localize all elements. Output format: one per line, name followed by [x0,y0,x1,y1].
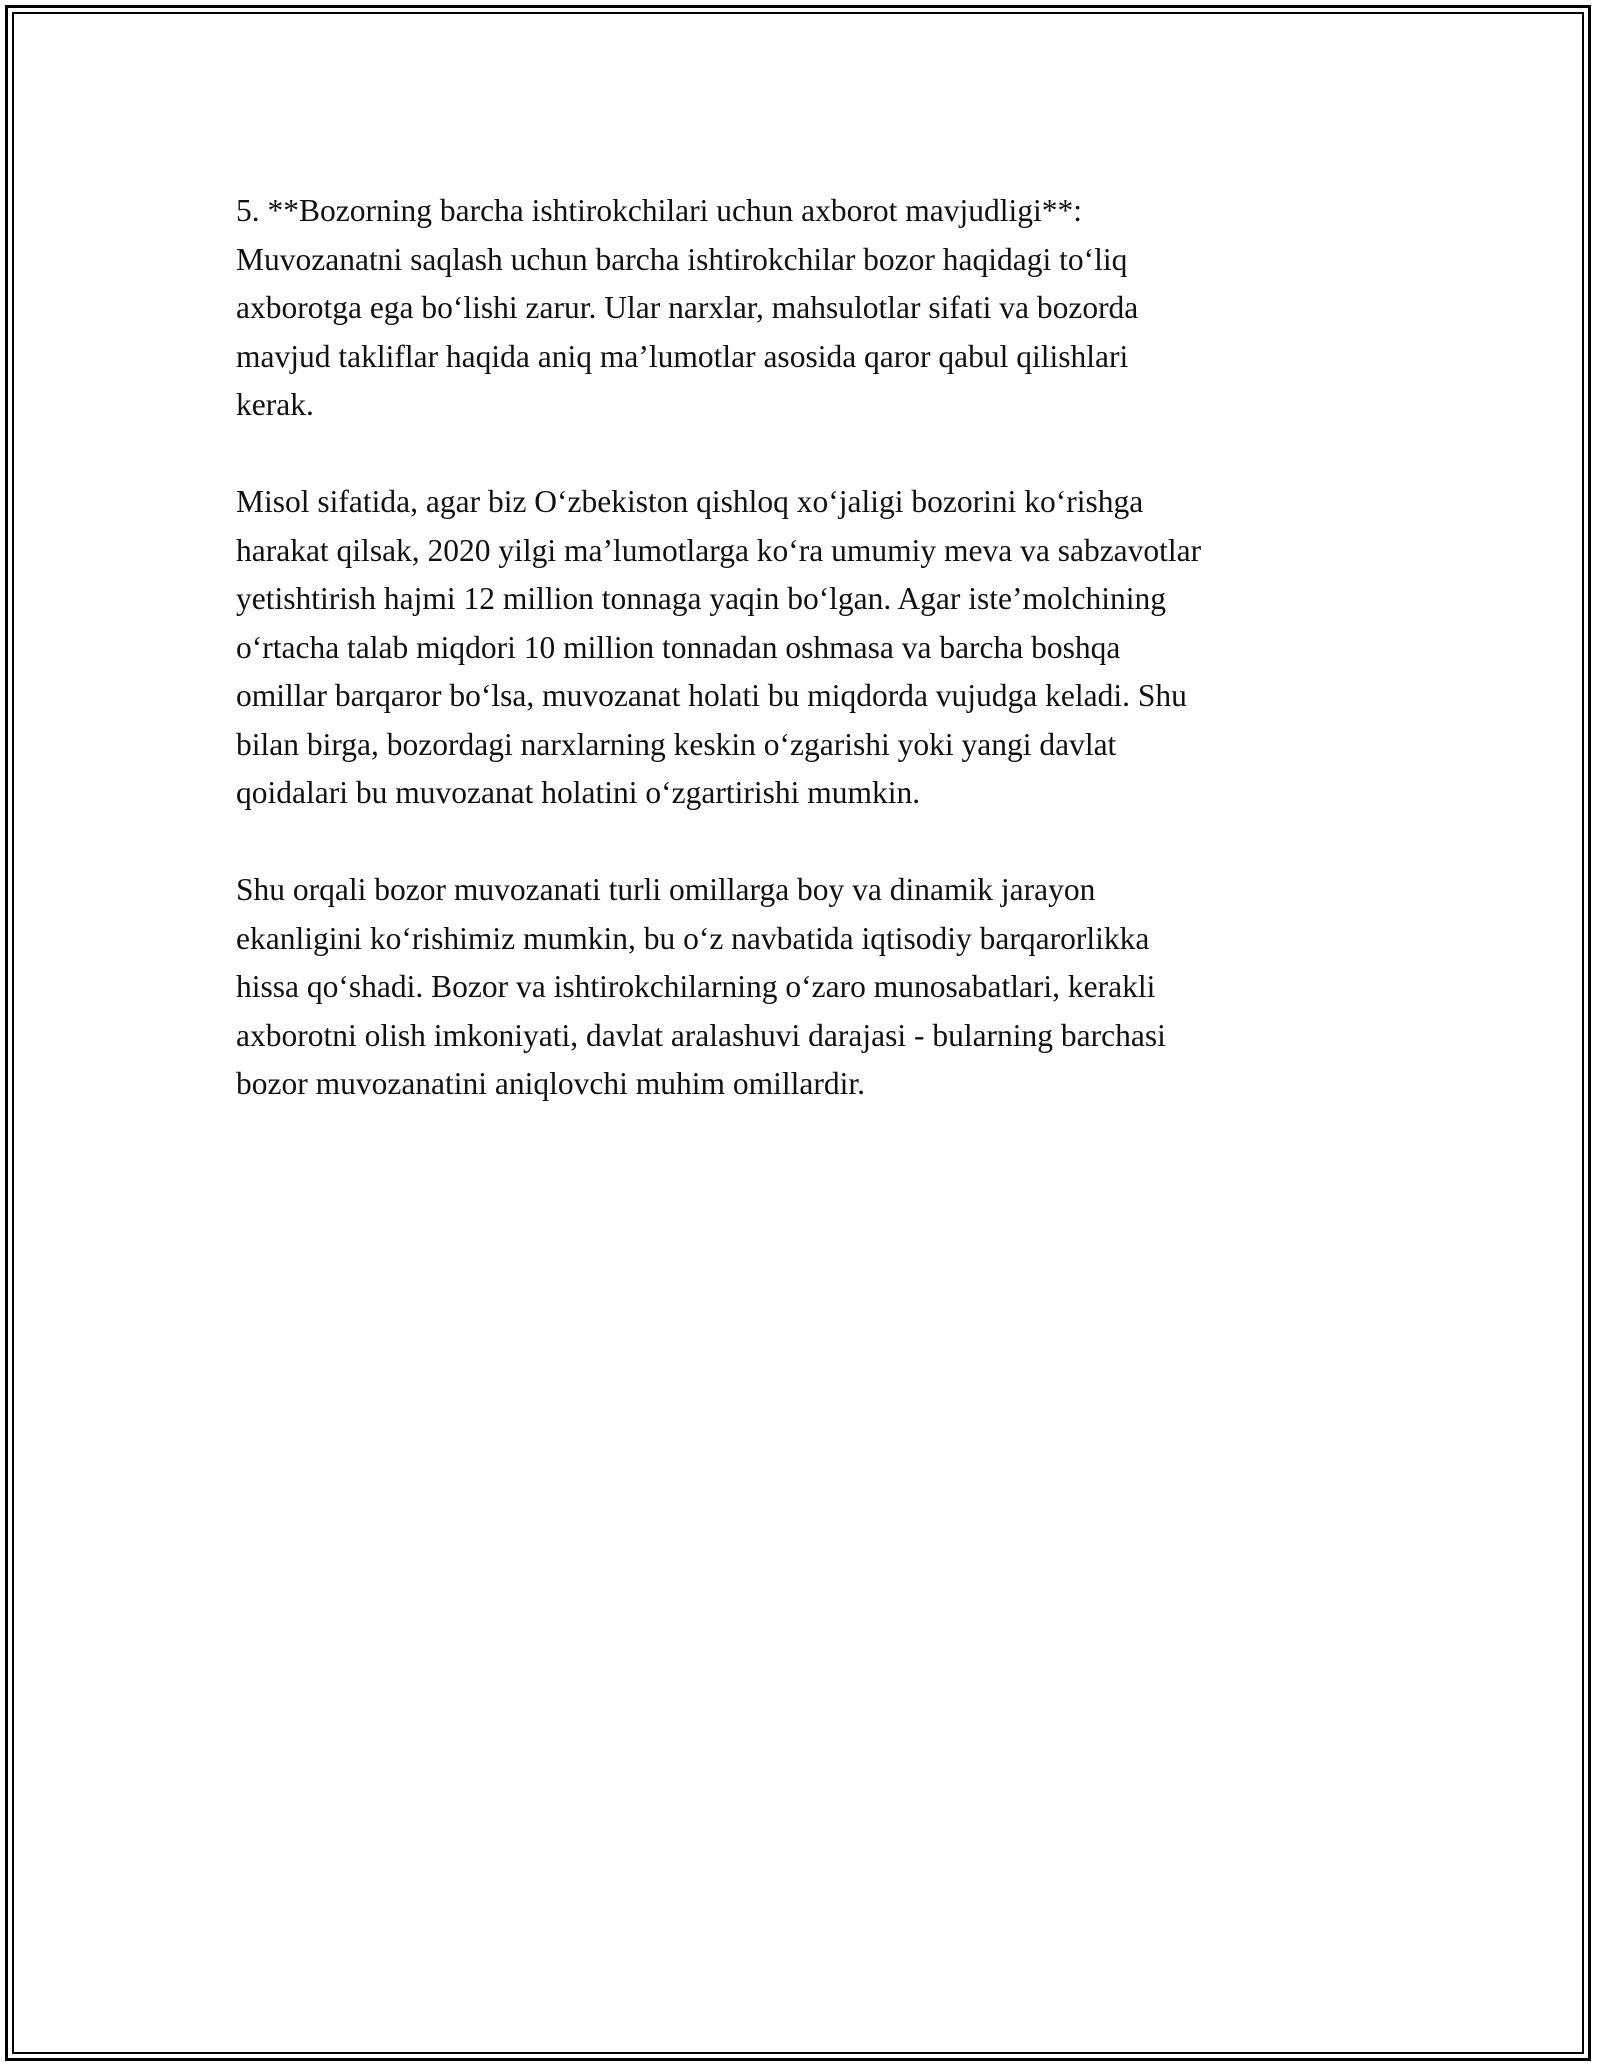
document-body [236,187,1376,1109]
paragraph-conclusion: Shu orqali bozor muvozanati turli omillarga boy va dinamik jarayon ekanligini ko‘rishimiz mumkin, bu o‘z navbatida iqtisodiy barqarorlikka hissa qo‘shadi. Bozor va ishtirokchilarning o‘zaro munosabatlari, kerakli axborotni olish imkoniyati, davlat aralashuvi darajasi - bularning barchasi bozor muvozanatini aniqlovchi muhim omillardir. [236,872,1166,1101]
paragraph-uzbekistan-example: Misol sifatida, agar biz O‘zbekiston qishloq xo‘jaligi bozorini ko‘rishga harakat qilsak, 2020 yilgi ma’lumotlarga ko‘ra umumiy meva va sabzavotlar yetishtirish hajmi 12 million tonnaga yaqin bo‘lgan. Agar iste’molchining o‘rtacha talab miqdori 10 million tonnadan oshmasa va barcha boshqa omillar barqaror bo‘lsa, muvozanat holati bu miqdorda vujudga keladi. Shu bilan birga, bozordagi narxlarning keskin o‘zgarishi yoki yangi davlat qoidalari bu muvozanat holatini o‘zgartirishi mumkin. [236,484,1202,810]
paragraph-information-availability: 5. **Bozorning barcha ishtirokchilari uchun axborot mavjudligi**: Muvozanatni saqlash uchun barcha ishtirokchilar bozor haqidagi to‘liq axborotga ega bo‘lishi zarur. Ular narxlar, mahsulotlar sifati va bozorda mavjud takliflar haqida aniq ma’lumotlar asosida qaror qabul qilishlari kerak. [236,193,1139,422]
